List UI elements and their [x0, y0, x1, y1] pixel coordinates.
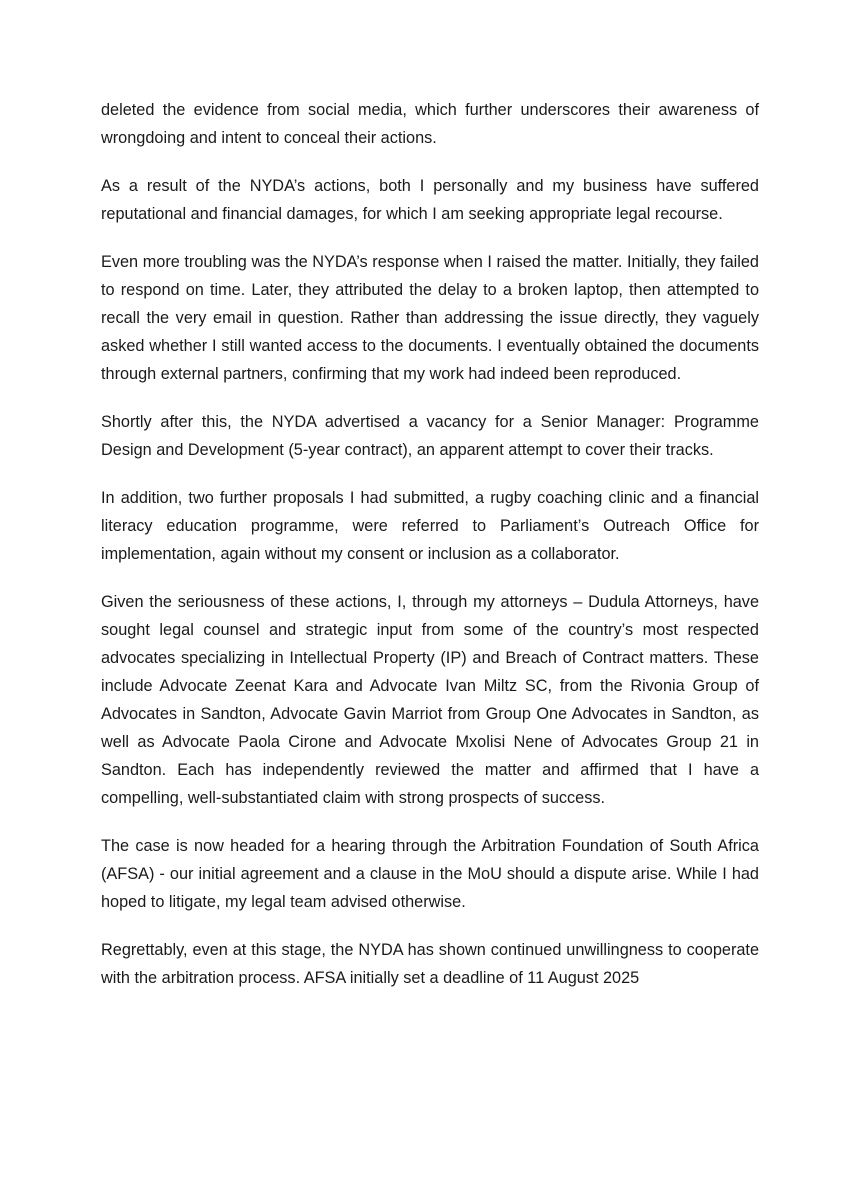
paragraph-vacancy: Shortly after this, the NYDA advertised a vacancy for a Senior Manager: Programme Design and Development (5-year contract), an apparent attempt to cover their tracks.: [101, 413, 759, 459]
paragraph-nyda-response: Even more troubling was the NYDA’s response when I raised the matter. Initially, they failed to respond on time. Later, they attributed the delay to a broken laptop, then attempted to recall the very email in question. Rather than addressing the issue directly, they vaguely asked whether I still wanted access to the documents. I eventually obtained the documents through external partners, confirming that my work had indeed been reproduced.: [101, 253, 759, 383]
paragraph-evidence-deleted: deleted the evidence from social media, which further underscores their awareness of wrongdoing and intent to conceal their actions.: [101, 101, 759, 147]
paragraph-arbitration: The case is now headed for a hearing through the Arbitration Foundation of South Africa (AFSA) - our initial agreement and a clause in the MoU should a dispute arise. While I had hoped to litigate, my legal team advised otherwise.: [101, 837, 759, 911]
paragraph-legal-counsel: Given the seriousness of these actions, I, through my attorneys – Dudula Attorneys, have sought legal counsel and strategic input from some of the country’s most respected advocates specializing in Intellectual Property (IP) and Breach of Contract matters. These include Advocate Zeenat Kara and Advocate Ivan Miltz SC, from the Rivonia Group of Advocates in Sandton, Advocate Gavin Marriot from Group One Advocates in Sandton, as well as Advocate Paola Cirone and Advocate Mxolisi Nene of Advocates Group 21 in Sandton. Each has independently reviewed the matter and affirmed that I have a compelling, well-substantiated claim with strong prospects of success.: [101, 593, 759, 807]
paragraph-unwillingness: Regrettably, even at this stage, the NYDA has shown continued unwillingness to cooperate with the arbitration process. AFSA initially set a deadline of 11 August 2025: [101, 941, 759, 987]
paragraph-further-proposals: In addition, two further proposals I had submitted, a rugby coaching clinic and a financial literacy education programme, were referred to Parliament’s Outreach Office for implementation, again without my consent or inclusion as a collaborator.: [101, 489, 759, 563]
paragraph-damages: As a result of the NYDA’s actions, both I personally and my business have suffered reputational and financial damages, for which I am seeking appropriate legal recourse.: [101, 177, 759, 223]
